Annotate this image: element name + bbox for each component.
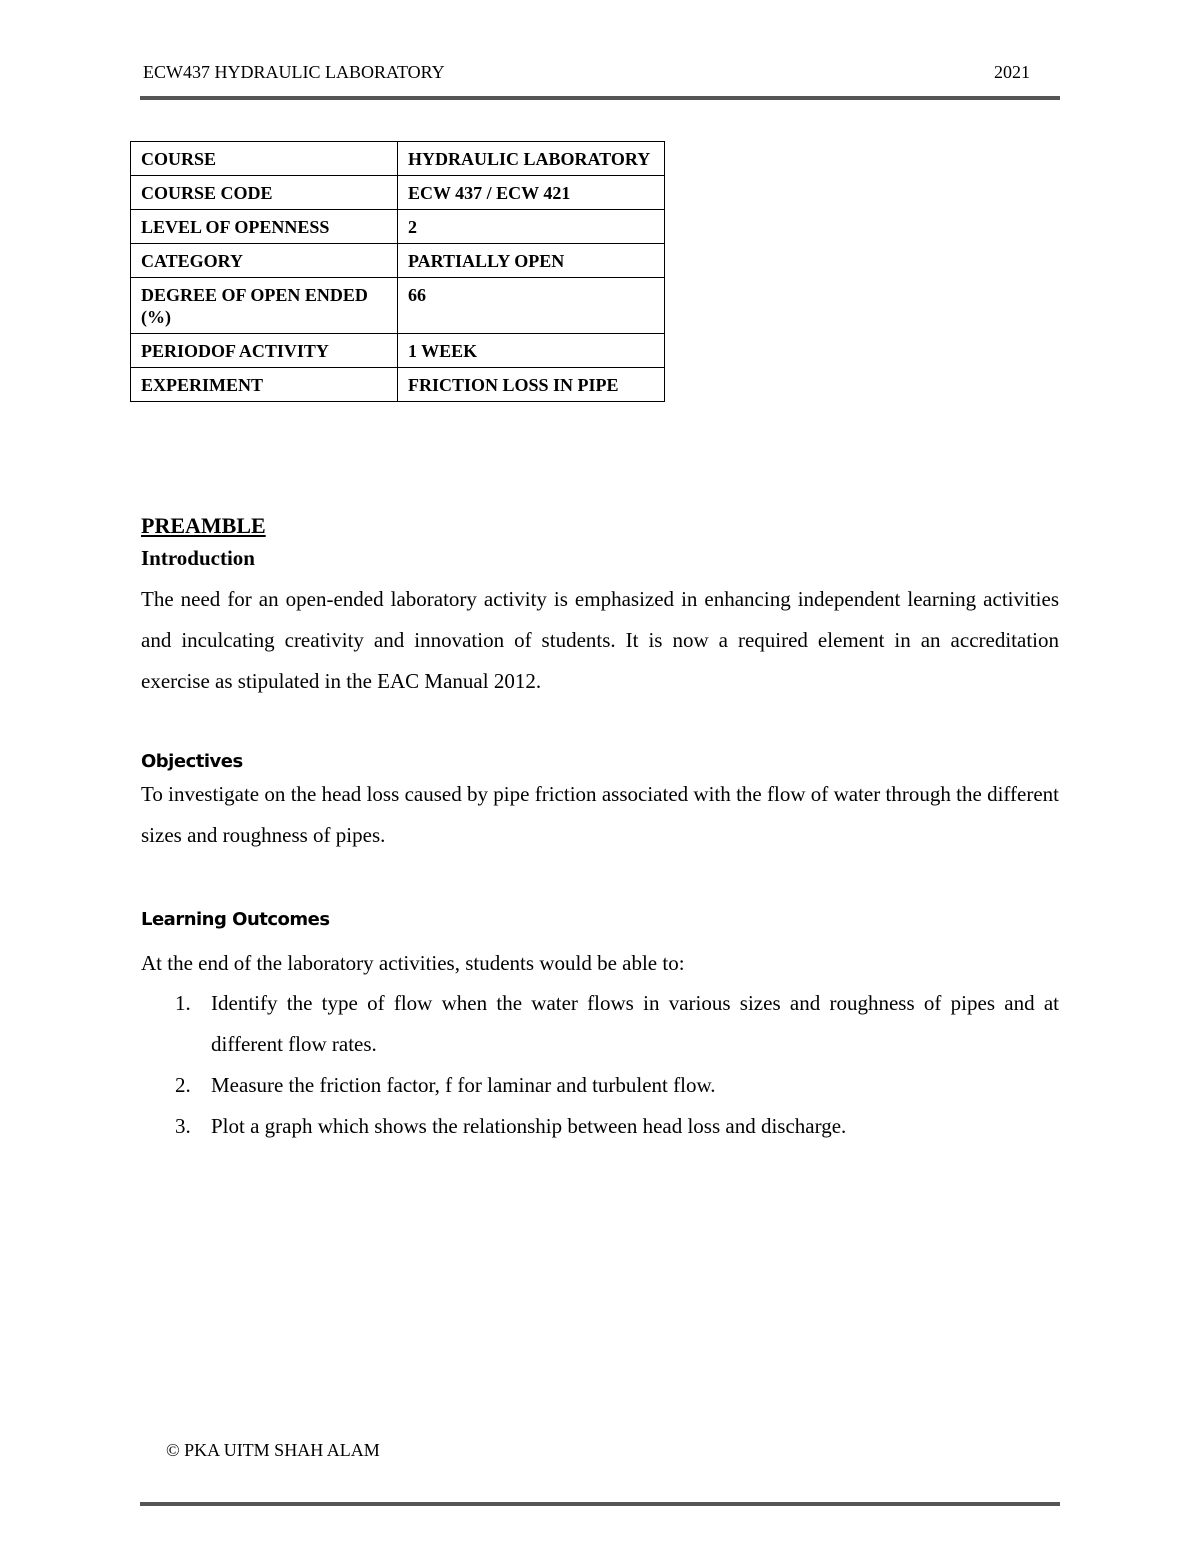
table-key: COURSE CODE	[131, 176, 398, 210]
table-key: COURSE	[131, 142, 398, 176]
table-key: CATEGORY	[131, 244, 398, 278]
list-item-text: Plot a graph which shows the relationship between head loss and discharge.	[211, 1114, 847, 1138]
list-item-text: Identify the type of flow when the water flows in various sizes and roughness of pipes and at different flow rates.	[211, 991, 1059, 1056]
table-row	[131, 210, 665, 244]
table-value: 2	[398, 210, 665, 244]
learning-outcomes-list	[141, 983, 1059, 1147]
table-row	[131, 244, 665, 278]
learning-outcomes-heading: Learning Outcomes	[141, 909, 330, 930]
table-key: LEVEL OF OPENNESS	[131, 210, 398, 244]
table-row	[131, 334, 665, 368]
list-item-text: Measure the friction factor, f for laminar and turbulent flow.	[211, 1073, 716, 1097]
table-row	[131, 278, 665, 334]
table-value: 66	[398, 278, 665, 334]
objectives-heading: Objectives	[141, 751, 243, 772]
table-value: 1 WEEK	[398, 334, 665, 368]
list-item	[141, 1106, 1059, 1147]
learning-outcomes-intro: At the end of the laboratory activities, students would be able to:	[141, 951, 685, 975]
preamble-title: PREAMBLE	[141, 513, 266, 538]
table-key: DEGREE OF OPEN ENDED (%)	[131, 278, 398, 334]
introduction-heading: Introduction	[141, 546, 255, 570]
course-info-table	[130, 141, 665, 402]
table-row	[131, 142, 665, 176]
table-row	[131, 368, 665, 402]
introduction-paragraph: The need for an open-ended laboratory activity is emphasized in enhancing independent learning activities and inculcating creativity and innovation of students. It is now a required element in an accreditation exercise as stipulated in the EAC Manual 2012.	[141, 587, 1059, 693]
header-year: 2021	[994, 62, 1030, 82]
list-item	[141, 983, 1059, 1065]
table-row	[131, 176, 665, 210]
objectives-paragraph: To investigate on the head loss caused by pipe friction associated with the flow of water through the different sizes and roughness of pipes.	[141, 782, 1059, 847]
list-item-number: 1.	[175, 991, 191, 1015]
list-item	[141, 1065, 1059, 1106]
table-value: HYDRAULIC LABORATORY	[398, 142, 665, 176]
header-divider	[140, 96, 1060, 100]
footer-copyright: © PKA UITM SHAH ALAM	[166, 1440, 380, 1460]
header-title: ECW437 HYDRAULIC LABORATORY	[143, 62, 445, 82]
footer-divider	[140, 1502, 1060, 1506]
list-item-number: 3.	[175, 1114, 191, 1138]
table-key: EXPERIMENT	[131, 368, 398, 402]
table-value: PARTIALLY OPEN	[398, 244, 665, 278]
table-key: PERIODOF ACTIVITY	[131, 334, 398, 368]
list-item-number: 2.	[175, 1073, 191, 1097]
table-value: FRICTION LOSS IN PIPE	[398, 368, 665, 402]
table-value: ECW 437 / ECW 421	[398, 176, 665, 210]
